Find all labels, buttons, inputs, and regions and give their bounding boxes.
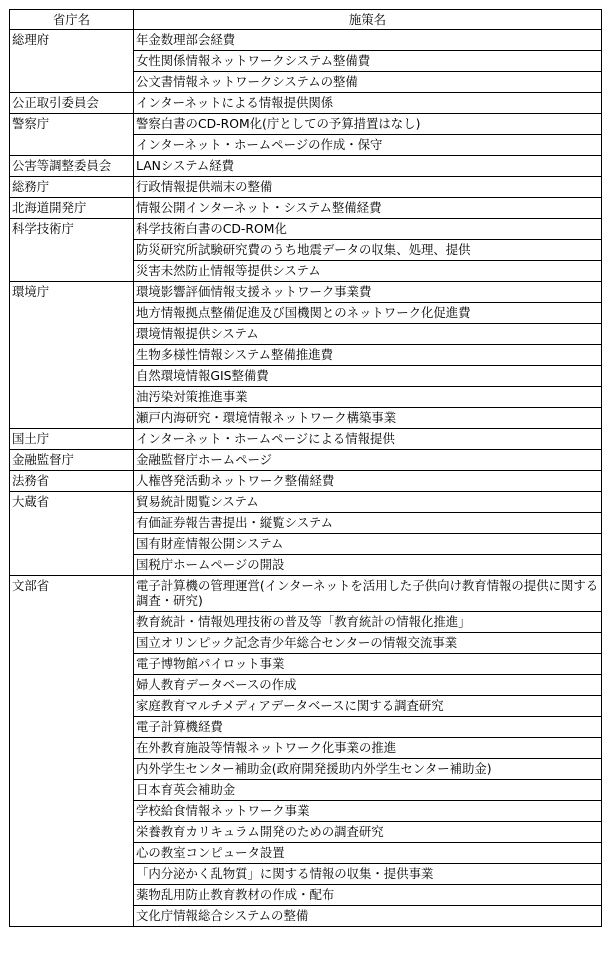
agency-cell-empty	[10, 345, 134, 366]
table-row	[10, 534, 602, 555]
table-row	[10, 576, 602, 612]
policy-cell: 薬物乱用防止教育教材の作成・配布	[134, 885, 602, 906]
policy-cell: 心の教室コンピュータ設置	[134, 843, 602, 864]
agency-cell-empty	[10, 696, 134, 717]
table-row	[10, 717, 602, 738]
table-row	[10, 801, 602, 822]
policy-cell: 国有財産情報公開システム	[134, 534, 602, 555]
policy-cell: 情報公開インターネット・システム整備経費	[134, 198, 602, 219]
table-row	[10, 555, 602, 576]
table-row	[10, 864, 602, 885]
policy-cell: 行政情報提供端末の整備	[134, 177, 602, 198]
table-row	[10, 198, 602, 219]
table-row	[10, 261, 602, 282]
agency-cell-empty	[10, 366, 134, 387]
agency-cell-empty	[10, 885, 134, 906]
policy-cell: 教育統計・情報処理技術の普及等「教育統計の情報化推進」	[134, 612, 602, 633]
table-row	[10, 345, 602, 366]
table-row	[10, 492, 602, 513]
table-row	[10, 135, 602, 156]
table-row	[10, 303, 602, 324]
agency-cell: 法務省	[10, 471, 134, 492]
policy-cell: 年金数理部会経費	[134, 30, 602, 51]
policy-cell: 金融監督庁ホームページ	[134, 450, 602, 471]
policy-cell: 貿易統計閲覧システム	[134, 492, 602, 513]
agency-cell-empty	[10, 780, 134, 801]
agency-cell-empty	[10, 633, 134, 654]
policy-cell: 国立オリンピック記念青少年総合センターの情報交流事業	[134, 633, 602, 654]
agency-cell-empty	[10, 555, 134, 576]
agency-cell: 科学技術庁	[10, 219, 134, 240]
agency-cell: 大蔵省	[10, 492, 134, 513]
agency-cell-empty	[10, 51, 134, 72]
agency-cell-empty	[10, 612, 134, 633]
policy-cell: 日本育英会補助金	[134, 780, 602, 801]
agency-cell-empty	[10, 717, 134, 738]
agency-cell-empty	[10, 303, 134, 324]
agency-cell: 公害等調整委員会	[10, 156, 134, 177]
table-row	[10, 633, 602, 654]
policy-cell: 自然環境情報GIS整備費	[134, 366, 602, 387]
agency-cell-empty	[10, 801, 134, 822]
agency-cell-empty	[10, 822, 134, 843]
policy-cell: 電子計算機経費	[134, 717, 602, 738]
policy-cell: 環境情報提供システム	[134, 324, 602, 345]
agency-cell-empty	[10, 135, 134, 156]
table-row	[10, 780, 602, 801]
policy-cell: 在外教育施設等情報ネットワーク化事業の推進	[134, 738, 602, 759]
policy-cell: 電子計算機の管理運営(インターネットを活用した子供向け教育情報の提供に関する調査・研究)	[134, 576, 602, 612]
agency-column-header: 省庁名	[10, 10, 134, 30]
table-row	[10, 324, 602, 345]
agency-cell: 国土庁	[10, 429, 134, 450]
policy-cell: 家庭教育マルチメディアデータベースに関する調査研究	[134, 696, 602, 717]
table-row	[10, 450, 602, 471]
policy-cell: 電子博物館パイロット事業	[134, 654, 602, 675]
policy-cell: 学校給食情報ネットワーク事業	[134, 801, 602, 822]
table-row	[10, 240, 602, 261]
policy-cell: 警察白書のCD-ROM化(庁としての予算措置はなし)	[134, 114, 602, 135]
table-row	[10, 366, 602, 387]
policy-cell: 防災研究所試験研究費のうち地震データの収集、処理、提供	[134, 240, 602, 261]
header-row	[10, 10, 602, 30]
policy-cell: インターネット・ホームページによる情報提供	[134, 429, 602, 450]
agency-cell-empty	[10, 906, 134, 927]
table-row	[10, 114, 602, 135]
agency-cell-empty	[10, 387, 134, 408]
policy-cell: 油汚染対策推進事業	[134, 387, 602, 408]
policy-cell: 生物多様性情報システム整備推進費	[134, 345, 602, 366]
table-row	[10, 843, 602, 864]
policy-cell: 婦人教育データベースの作成	[134, 675, 602, 696]
agency-cell: 文部省	[10, 576, 134, 612]
table-row	[10, 759, 602, 780]
policy-cell: インターネット・ホームページの作成・保守	[134, 135, 602, 156]
policy-cell: インターネットによる情報提供関係	[134, 93, 602, 114]
policy-cell: 「内分泌かく乱物質」に関する情報の収集・提供事業	[134, 864, 602, 885]
table-row	[10, 822, 602, 843]
policy-cell: 瀬戸内海研究・環境情報ネットワーク構築事業	[134, 408, 602, 429]
table-row	[10, 471, 602, 492]
policy-cell: 人権啓発活動ネットワーク整備経費	[134, 471, 602, 492]
table-row	[10, 72, 602, 93]
agency-cell: 警察庁	[10, 114, 134, 135]
table-row	[10, 408, 602, 429]
agency-cell: 北海道開発庁	[10, 198, 134, 219]
table-row	[10, 654, 602, 675]
agency-cell-empty	[10, 738, 134, 759]
policy-cell: 内外学生センター補助金(政府開発援助内外学生センター補助金)	[134, 759, 602, 780]
table-row	[10, 429, 602, 450]
policy-table	[9, 9, 602, 927]
agency-cell-empty	[10, 240, 134, 261]
agency-cell-empty	[10, 759, 134, 780]
agency-cell-empty	[10, 675, 134, 696]
table-row	[10, 219, 602, 240]
agency-cell-empty	[10, 843, 134, 864]
agency-cell: 総理府	[10, 30, 134, 51]
table-row	[10, 282, 602, 303]
table-row	[10, 738, 602, 759]
agency-cell-empty	[10, 408, 134, 429]
agency-cell-empty	[10, 261, 134, 282]
table-row	[10, 51, 602, 72]
agency-cell-empty	[10, 864, 134, 885]
agency-cell-empty	[10, 72, 134, 93]
policy-cell: 災害未然防止情報等提供システム	[134, 261, 602, 282]
agency-cell: 総務庁	[10, 177, 134, 198]
agency-cell-empty	[10, 324, 134, 345]
agency-cell: 環境庁	[10, 282, 134, 303]
table-row	[10, 675, 602, 696]
agency-cell-empty	[10, 513, 134, 534]
agency-cell-empty	[10, 534, 134, 555]
table-row	[10, 513, 602, 534]
policy-cell: 環境影響評価情報支援ネットワーク事業費	[134, 282, 602, 303]
table-row	[10, 696, 602, 717]
table-row	[10, 177, 602, 198]
policy-cell: 地方情報拠点整備促進及び国機関とのネットワーク化促進費	[134, 303, 602, 324]
table-row	[10, 906, 602, 927]
policy-cell: 栄養教育カリキュラム開発のための調査研究	[134, 822, 602, 843]
policy-cell: 科学技術白書のCD-ROM化	[134, 219, 602, 240]
policy-cell: 文化庁情報総合システムの整備	[134, 906, 602, 927]
policy-cell: 国税庁ホームページの開設	[134, 555, 602, 576]
agency-cell: 金融監督庁	[10, 450, 134, 471]
agency-cell-empty	[10, 654, 134, 675]
table-row	[10, 93, 602, 114]
table-row	[10, 387, 602, 408]
agency-cell: 公正取引委員会	[10, 93, 134, 114]
table-row	[10, 156, 602, 177]
table-row	[10, 612, 602, 633]
table-row	[10, 885, 602, 906]
policy-column-header: 施策名	[134, 10, 602, 30]
table-row	[10, 30, 602, 51]
policy-cell: 女性関係情報ネットワークシステム整備費	[134, 51, 602, 72]
policy-cell: LANシステム経費	[134, 156, 602, 177]
policy-cell: 公文書情報ネットワークシステムの整備	[134, 72, 602, 93]
policy-cell: 有価証券報告書提出・縦覧システム	[134, 513, 602, 534]
